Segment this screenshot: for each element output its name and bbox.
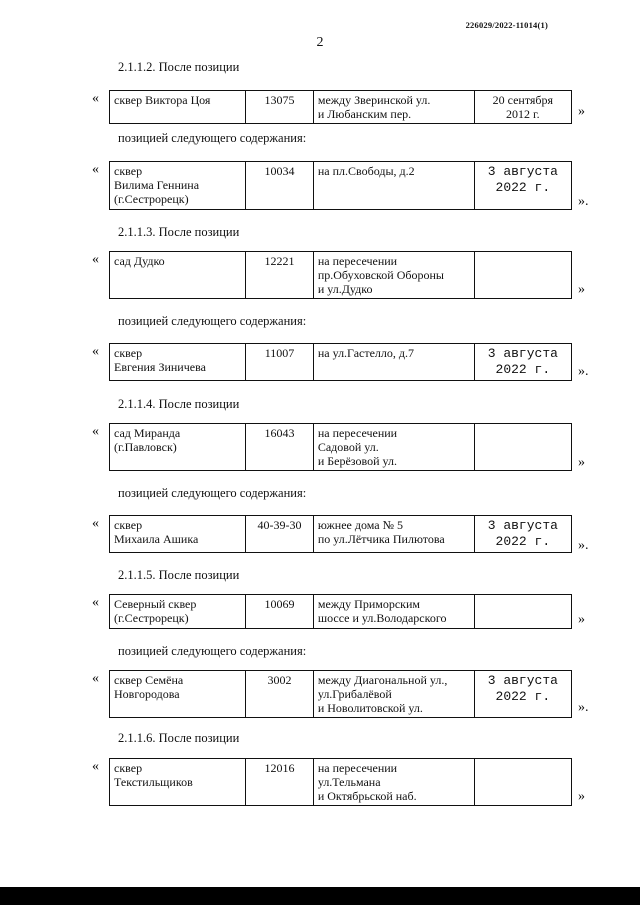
object-location-line: южнее дома № 5 (317, 518, 404, 532)
object-date-line: 2022 г. (495, 534, 551, 549)
existing-position-row (109, 251, 572, 299)
opening-quote: « (92, 424, 99, 439)
object-name-cell (110, 252, 246, 299)
object-location-cell (313, 162, 474, 210)
opening-quote: « (92, 91, 99, 106)
object-date-cell (474, 162, 571, 210)
object-date-cell (474, 344, 571, 381)
object-name-line: сад Миранда (114, 426, 181, 440)
object-name-line: сквер (114, 346, 143, 360)
object-code-cell: 13075 (246, 91, 314, 124)
object-name-cell (110, 162, 246, 210)
object-code-cell: 11007 (246, 344, 314, 381)
object-code-cell: 12016 (246, 759, 314, 806)
object-name-cell (110, 671, 246, 718)
replacement-caption: позицией следующего содержания: (118, 644, 307, 658)
object-date-line: 3 августа (487, 346, 558, 361)
object-name-line: Новгородова (114, 687, 180, 701)
existing-position-row (109, 90, 572, 124)
section-heading: 2.1.1.4. После позиции (118, 397, 240, 411)
opening-quote: « (92, 516, 99, 531)
replacement-caption: позицией следующего содержания: (118, 486, 307, 500)
replacement-caption: позицией следующего содержания: (118, 131, 307, 145)
object-location-line: между Диагональной ул., (317, 673, 448, 687)
object-location-line: ул.Грибалёвой (317, 687, 392, 701)
object-location-line: между Приморским (317, 597, 421, 611)
object-name-line: сквер Семёна (114, 673, 184, 687)
object-code-cell: 16043 (246, 424, 314, 471)
object-name-line: (г.Сестрорецк) (114, 192, 189, 206)
object-name-line: Евгения Зиничева (114, 360, 206, 374)
object-date-cell (474, 424, 571, 471)
closing-quote: » (578, 789, 585, 804)
object-location-cell (313, 516, 474, 553)
document-id: 226029/2022-11014(1) (465, 20, 548, 30)
section-heading: 2.1.1.3. После позиции (118, 225, 240, 239)
object-name-cell (110, 516, 246, 553)
section-heading: 2.1.1.2. После позиции (118, 60, 240, 74)
closing-quote: » (578, 455, 585, 470)
object-location-cell (313, 91, 474, 124)
opening-quote: « (92, 344, 99, 359)
closing-quote: » (578, 282, 585, 297)
object-location-line: ул.Тельмана (317, 775, 381, 789)
opening-quote: « (92, 162, 99, 177)
object-location-cell (313, 759, 474, 806)
object-location-line: и ул.Дудко (317, 282, 373, 296)
object-name-cell (110, 91, 246, 124)
scan-border (0, 887, 640, 905)
closing-quote: ». (578, 194, 589, 209)
object-date-line: 2012 г. (506, 107, 540, 121)
object-code-cell: 3002 (246, 671, 314, 718)
object-code-cell: 10069 (246, 595, 314, 629)
object-location-line: на пересечении (317, 426, 398, 440)
object-date-line: 3 августа (487, 673, 558, 688)
object-date-cell (474, 91, 571, 124)
object-name-line: сквер (114, 164, 143, 178)
object-location-line: на ул.Гастелло, д.7 (317, 346, 414, 360)
object-name-line: сквер (114, 518, 143, 532)
section-heading: 2.1.1.5. После позиции (118, 568, 240, 582)
object-name-line: (г.Павловск) (114, 440, 177, 454)
object-date-cell (474, 759, 571, 806)
object-name-line: Текстильщиков (114, 775, 193, 789)
object-date-line: 3 августа (487, 164, 558, 179)
object-name-cell (110, 424, 246, 471)
closing-quote: » (578, 612, 585, 627)
opening-quote: « (92, 252, 99, 267)
object-location-cell (313, 344, 474, 381)
object-name-line: сад Дудко (114, 254, 165, 268)
object-location-line: по ул.Лётчика Пилютова (317, 532, 445, 546)
opening-quote: « (92, 671, 99, 686)
new-position-row (109, 161, 572, 210)
object-name-cell (110, 595, 246, 629)
page-number: 2 (316, 35, 324, 50)
object-location-line: и Любанским пер. (317, 107, 412, 121)
object-location-cell (313, 252, 474, 299)
object-code-cell: 12221 (246, 252, 314, 299)
object-location-line: шоссе и ул.Володарского (317, 611, 447, 625)
object-location-line: Садовой ул. (317, 440, 379, 454)
object-location-line: и Октябрьской наб. (317, 789, 417, 803)
object-name-line: (г.Сестрорецк) (114, 611, 189, 625)
object-date-cell (474, 516, 571, 553)
closing-quote: » (578, 104, 585, 119)
object-name-line: Северный сквер (114, 597, 197, 611)
object-name-line: Вилима Геннина (114, 178, 200, 192)
object-date-cell (474, 252, 571, 299)
object-location-line: на пл.Свободы, д.2 (317, 164, 415, 178)
object-date-cell (474, 671, 571, 718)
existing-position-row (109, 758, 572, 806)
closing-quote: ». (578, 538, 589, 553)
object-location-cell (313, 424, 474, 471)
object-name-cell (110, 344, 246, 381)
object-name-line: сквер Виктора Цоя (114, 93, 211, 107)
object-code-cell: 40-39-30 (246, 516, 314, 553)
object-date-line: 2022 г. (495, 180, 551, 195)
object-location-line: между Зверинской ул. (317, 93, 431, 107)
object-location-line: и Новолитовской ул. (317, 701, 423, 715)
object-date-line: 20 сентября (492, 93, 554, 107)
new-position-row (109, 515, 572, 553)
opening-quote: « (92, 595, 99, 610)
new-position-row (109, 343, 572, 381)
object-location-line: и Берёзовой ул. (317, 454, 397, 468)
replacement-caption: позицией следующего содержания: (118, 314, 307, 328)
existing-position-row (109, 423, 572, 471)
object-name-cell (110, 759, 246, 806)
object-date-line: 3 августа (487, 518, 558, 533)
existing-position-row (109, 594, 572, 629)
object-location-cell (313, 595, 474, 629)
object-location-line: пр.Обуховской Обороны (317, 268, 444, 282)
closing-quote: ». (578, 700, 589, 715)
new-position-row (109, 670, 572, 718)
object-code-cell: 10034 (246, 162, 314, 210)
object-date-cell (474, 595, 571, 629)
object-date-line: 2022 г. (495, 689, 551, 704)
object-location-line: на пересечении (317, 761, 398, 775)
object-location-line: на пересечении (317, 254, 398, 268)
object-name-line: Михаила Ашика (114, 532, 199, 546)
object-name-line: сквер (114, 761, 143, 775)
closing-quote: ». (578, 364, 589, 379)
object-date-line: 2022 г. (495, 362, 551, 377)
opening-quote: « (92, 759, 99, 774)
section-heading: 2.1.1.6. После позиции (118, 731, 240, 745)
object-location-cell (313, 671, 474, 718)
